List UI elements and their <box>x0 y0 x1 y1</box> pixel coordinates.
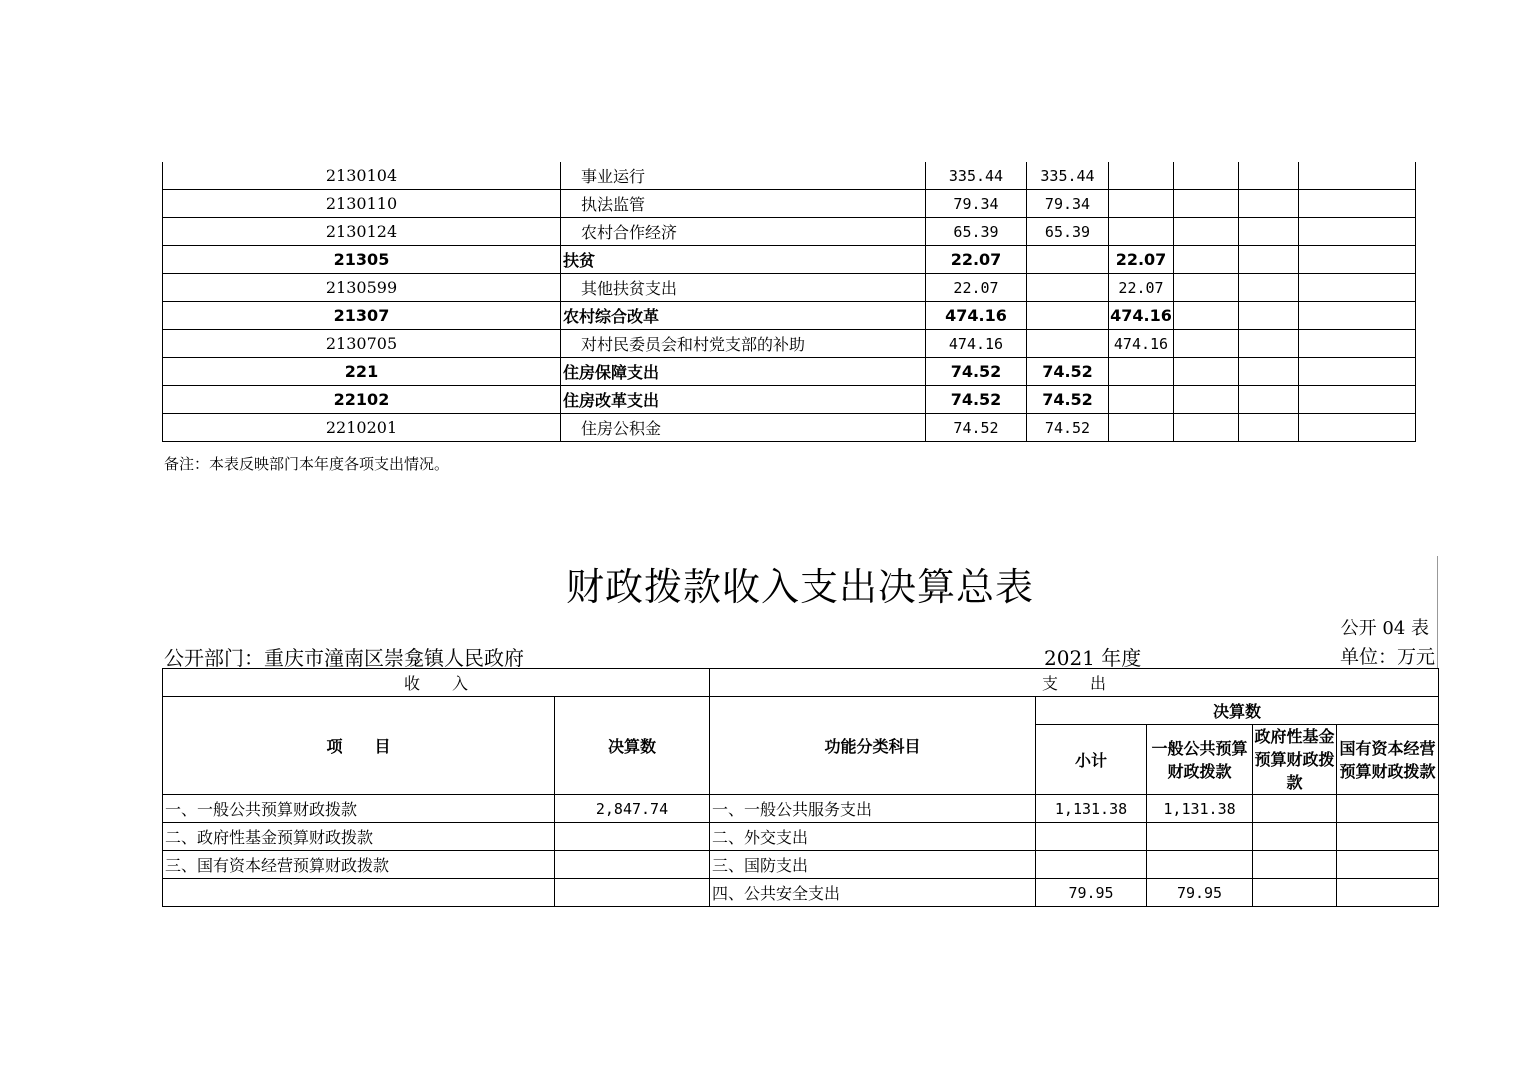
project-cell <box>1109 386 1174 414</box>
empty-cell <box>1299 386 1416 414</box>
code-cell: 2210201 <box>163 414 561 442</box>
project-cell <box>1109 190 1174 218</box>
name-cell: 农村综合改革 <box>561 302 926 330</box>
income-item-cell: 三、国有资本经营预算财政拨款 <box>163 851 555 879</box>
empty-cell <box>1299 218 1416 246</box>
income-item-cell: 二、政府性基金预算财政拨款 <box>163 823 555 851</box>
project-cell: 22.07 <box>1109 246 1174 274</box>
total-cell: 22.07 <box>926 246 1027 274</box>
table-row <box>163 330 1416 358</box>
gov-fund-header: 政府性基金预算财政拨款 <box>1253 725 1337 795</box>
empty-cell <box>1299 330 1416 358</box>
total-cell: 74.52 <box>926 386 1027 414</box>
item-header: 项 目 <box>163 697 555 795</box>
code-cell: 21305 <box>163 246 561 274</box>
subtotal-header: 小计 <box>1036 725 1147 795</box>
table-row <box>163 190 1416 218</box>
code-cell: 2130705 <box>163 330 561 358</box>
project-cell <box>1109 162 1174 190</box>
empty-cell <box>1299 246 1416 274</box>
name-cell: 事业运行 <box>561 162 926 190</box>
empty-cell <box>1174 274 1239 302</box>
basic-cell: 79.34 <box>1027 190 1109 218</box>
empty-cell <box>1239 386 1299 414</box>
subtotal-cell <box>1036 823 1147 851</box>
empty-cell <box>1239 414 1299 442</box>
income-item-cell: 一、一般公共预算财政拨款 <box>163 795 555 823</box>
empty-cell <box>1239 302 1299 330</box>
table-row <box>163 386 1416 414</box>
function-category-header: 功能分类科目 <box>710 697 1036 795</box>
empty-cell <box>1174 218 1239 246</box>
table-row <box>163 879 1439 907</box>
project-cell <box>1109 218 1174 246</box>
empty-cell <box>1174 386 1239 414</box>
empty-cell <box>1299 302 1416 330</box>
table-row <box>163 795 1439 823</box>
gov-fund-cell <box>1253 795 1337 823</box>
empty-cell <box>1174 190 1239 218</box>
total-cell: 74.52 <box>926 358 1027 386</box>
subtotal-cell: 1,131.38 <box>1036 795 1147 823</box>
total-cell: 79.34 <box>926 190 1027 218</box>
name-cell: 其他扶贫支出 <box>561 274 926 302</box>
table-row <box>163 358 1416 386</box>
total-cell: 335.44 <box>926 162 1027 190</box>
subtotal-cell: 79.95 <box>1036 879 1147 907</box>
expense-item-cell: 三、国防支出 <box>710 851 1036 879</box>
expenditure-detail-table <box>162 162 1416 442</box>
state-capital-cell <box>1337 823 1439 851</box>
name-cell: 执法监管 <box>561 190 926 218</box>
empty-cell <box>1239 274 1299 302</box>
empty-cell <box>1239 190 1299 218</box>
income-amount-cell: 2,847.74 <box>555 795 710 823</box>
code-cell: 221 <box>163 358 561 386</box>
settlement-header: 决算数 <box>1036 697 1439 725</box>
income-amount-cell <box>555 879 710 907</box>
name-cell: 对村民委员会和村党支部的补助 <box>561 330 926 358</box>
general-budget-cell: 79.95 <box>1147 879 1253 907</box>
state-capital-cell <box>1337 795 1439 823</box>
basic-cell: 335.44 <box>1027 162 1109 190</box>
empty-cell <box>1239 330 1299 358</box>
state-capital-cell <box>1337 851 1439 879</box>
empty-cell <box>1239 162 1299 190</box>
total-cell: 74.52 <box>926 414 1027 442</box>
empty-cell <box>1239 246 1299 274</box>
project-cell: 474.16 <box>1109 302 1174 330</box>
empty-cell <box>1299 274 1416 302</box>
table-row <box>163 851 1439 879</box>
expense-item-cell: 四、公共安全支出 <box>710 879 1036 907</box>
table-row <box>163 218 1416 246</box>
name-cell: 扶贫 <box>561 246 926 274</box>
general-budget-header: 一般公共预算财政拨款 <box>1147 725 1253 795</box>
expense-header: 支 出 <box>710 669 1439 697</box>
basic-cell <box>1027 274 1109 302</box>
name-cell: 农村合作经济 <box>561 218 926 246</box>
department-line: 公开部门：重庆市潼南区崇龛镇人民政府 <box>164 646 524 670</box>
total-cell: 65.39 <box>926 218 1027 246</box>
basic-cell: 65.39 <box>1027 218 1109 246</box>
table-number: 公开 04 表 <box>1340 618 1429 639</box>
income-amount-cell <box>555 851 710 879</box>
table-row <box>163 246 1416 274</box>
empty-cell <box>1174 330 1239 358</box>
expense-item-cell: 二、外交支出 <box>710 823 1036 851</box>
empty-cell <box>1174 246 1239 274</box>
empty-cell <box>1174 414 1239 442</box>
basic-cell <box>1027 246 1109 274</box>
table-row <box>163 274 1416 302</box>
table-row <box>163 162 1416 190</box>
project-cell: 474.16 <box>1109 330 1174 358</box>
basic-cell: 74.52 <box>1027 386 1109 414</box>
basic-cell <box>1027 302 1109 330</box>
state-capital-cell <box>1337 879 1439 907</box>
table-row <box>163 823 1439 851</box>
basic-cell: 74.52 <box>1027 358 1109 386</box>
gov-fund-cell <box>1253 851 1337 879</box>
general-budget-cell <box>1147 851 1253 879</box>
empty-cell <box>1299 162 1416 190</box>
code-cell: 2130124 <box>163 218 561 246</box>
table-row <box>163 302 1416 330</box>
name-cell: 住房公积金 <box>561 414 926 442</box>
empty-cell <box>1239 218 1299 246</box>
name-cell: 住房保障支出 <box>561 358 926 386</box>
empty-cell <box>1239 358 1299 386</box>
page-title: 财政拨款收入支出决算总表 <box>565 565 1034 609</box>
income-amount-cell <box>555 823 710 851</box>
empty-cell <box>1174 162 1239 190</box>
general-budget-cell <box>1147 823 1253 851</box>
basic-cell <box>1027 330 1109 358</box>
code-cell: 22102 <box>163 386 561 414</box>
subtotal-cell <box>1036 851 1147 879</box>
general-budget-cell: 1,131.38 <box>1147 795 1253 823</box>
empty-cell <box>1299 358 1416 386</box>
expense-item-cell: 一、一般公共服务支出 <box>710 795 1036 823</box>
code-cell: 21307 <box>163 302 561 330</box>
project-cell <box>1109 414 1174 442</box>
code-cell: 2130110 <box>163 190 561 218</box>
basic-cell: 74.52 <box>1027 414 1109 442</box>
project-cell <box>1109 358 1174 386</box>
total-cell: 474.16 <box>926 330 1027 358</box>
table-row <box>163 414 1416 442</box>
unit-label: 单位：万元 <box>1339 646 1435 668</box>
gov-fund-cell <box>1253 823 1337 851</box>
total-cell: 474.16 <box>926 302 1027 330</box>
empty-cell <box>1174 302 1239 330</box>
fiscal-year: 2021 年度 <box>1044 646 1142 670</box>
name-cell: 住房改革支出 <box>561 386 926 414</box>
state-capital-header: 国有资本经营预算财政拨款 <box>1337 725 1439 795</box>
table-note: 备注：本表反映部门本年度各项支出情况。 <box>164 455 450 473</box>
gov-fund-cell <box>1253 879 1337 907</box>
total-cell: 22.07 <box>926 274 1027 302</box>
project-cell: 22.07 <box>1109 274 1174 302</box>
empty-cell <box>1299 190 1416 218</box>
empty-cell <box>1174 358 1239 386</box>
income-item-cell <box>163 879 555 907</box>
code-cell: 2130104 <box>163 162 561 190</box>
amount-header: 决算数 <box>555 697 710 795</box>
empty-cell <box>1299 414 1416 442</box>
fiscal-summary-table <box>162 668 1439 907</box>
income-header: 收 入 <box>163 669 710 697</box>
code-cell: 2130599 <box>163 274 561 302</box>
